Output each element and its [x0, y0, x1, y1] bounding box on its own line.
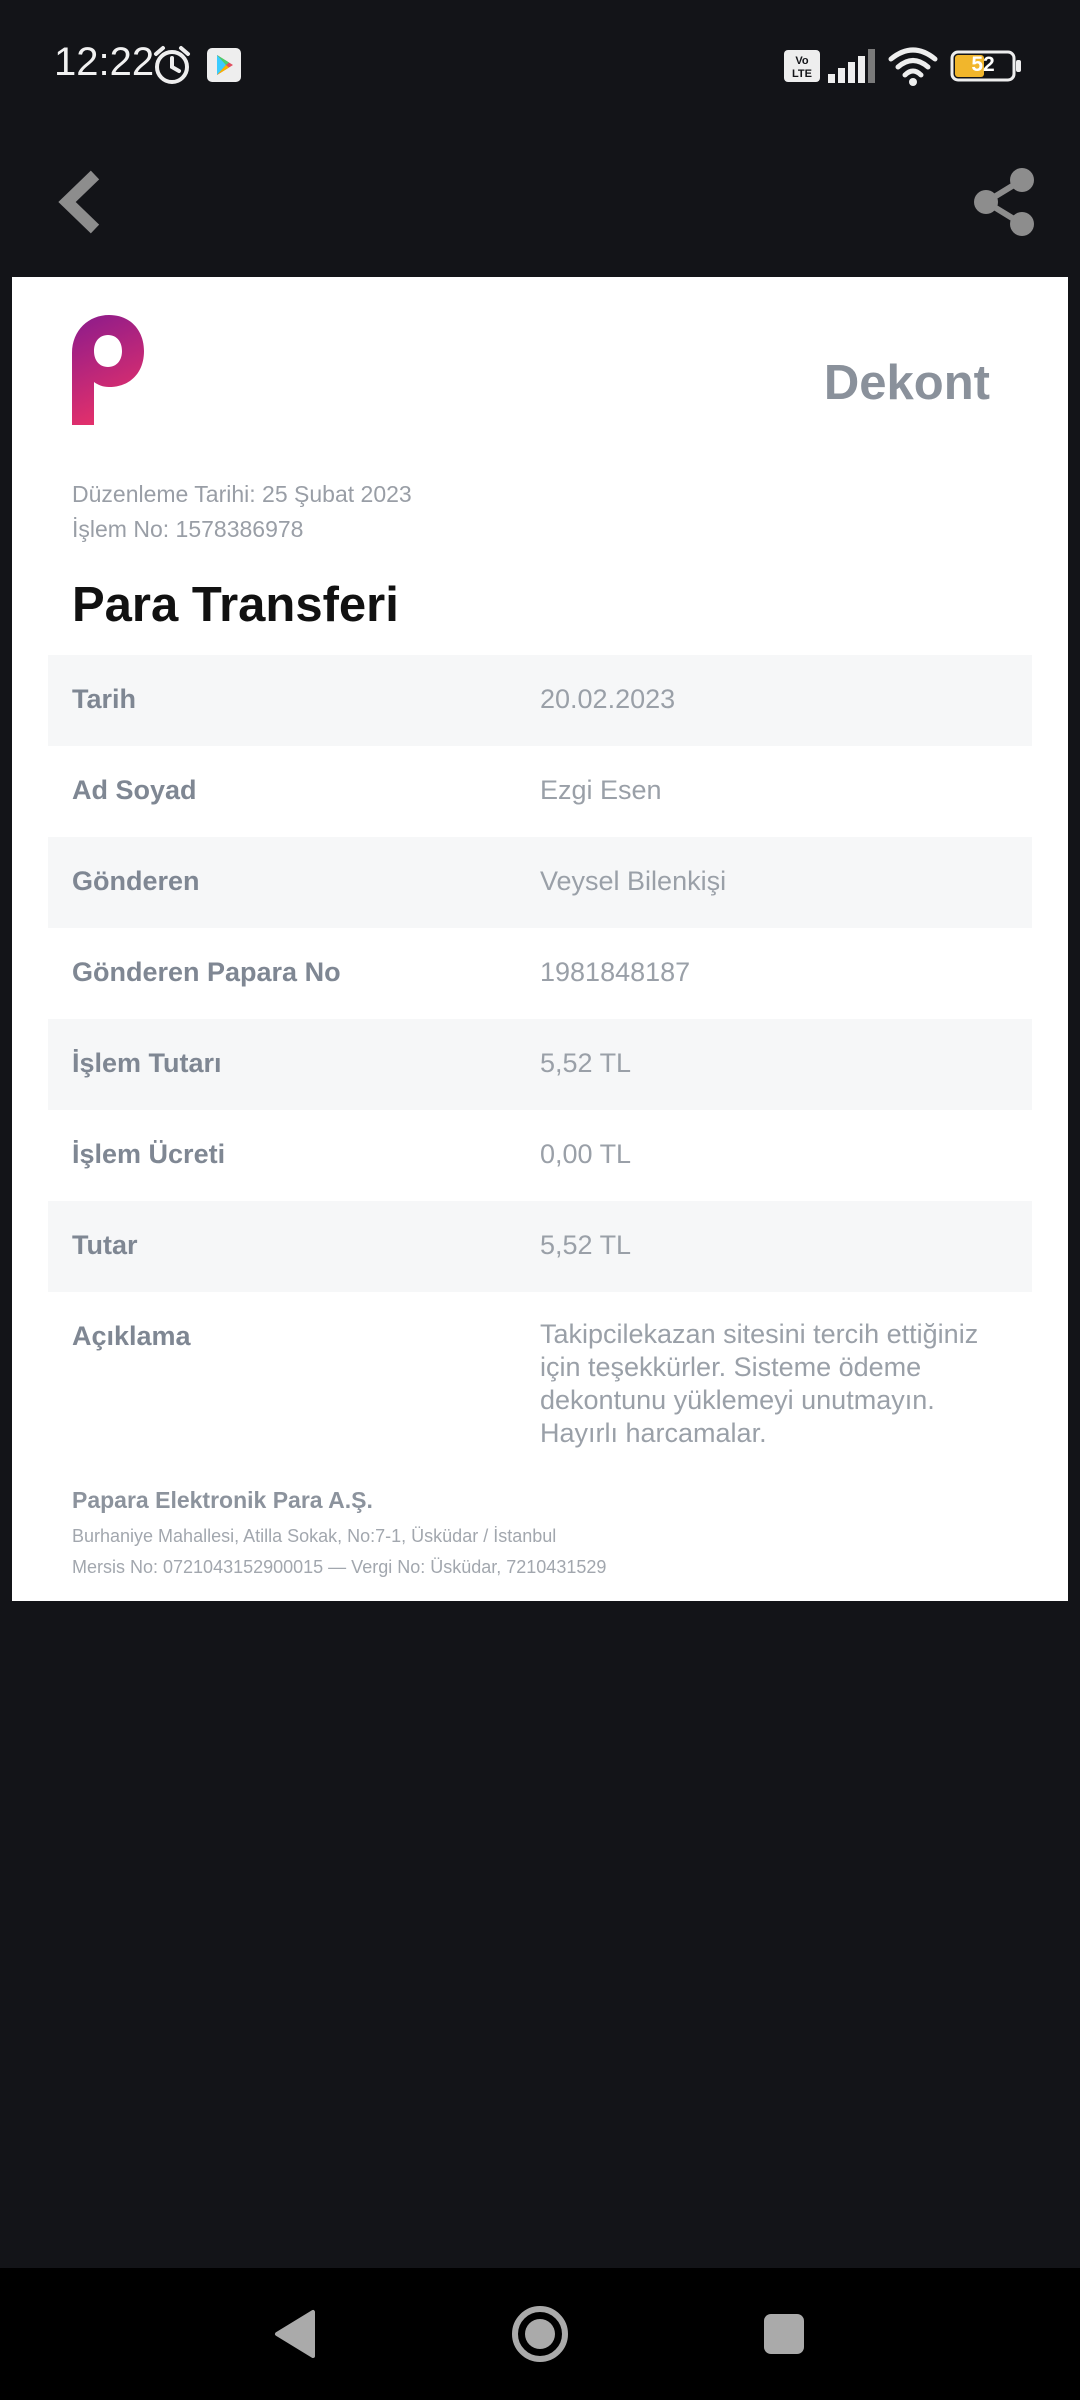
back-button[interactable] [40, 152, 120, 252]
receipt-card [12, 277, 1068, 1601]
company-registry: Mersis No: 0721043152900015 — Vergi No: Üsküdar, 7210431529 [72, 1557, 607, 1577]
row-label: Ad Soyad [72, 775, 197, 805]
company-address: Burhaniye Mahallesi, Atilla Sokak, No:7-1, Üsküdar / İstanbul [72, 1526, 557, 1546]
receipt-title: Dekont [823, 356, 990, 410]
detail-row-date [48, 655, 1032, 746]
row-value: 20.02.2023 [540, 684, 676, 714]
row-label: İşlem Ücreti [72, 1139, 226, 1169]
detail-row-description [48, 1292, 1032, 1468]
receipt-meta [72, 477, 412, 547]
row-value: Takipcilekazan sitesini tercih ettiğiniz için teşekkürler. Sisteme ödeme dekontunu yüklemeyi unutmayın. Hayırlı harcamalar. [540, 1319, 979, 1448]
transaction-number: İşlem No: 1578386978 [72, 516, 304, 542]
battery-icon [950, 50, 1022, 87]
detail-row-total [48, 1201, 1032, 1292]
row-label: Açıklama [72, 1321, 191, 1351]
share-icon [972, 167, 1038, 237]
play-store-icon [207, 48, 241, 87]
detail-row-name [48, 746, 1032, 837]
row-value: 5,52 TL [540, 1048, 632, 1078]
battery-level: 52 [971, 53, 995, 76]
home-circle-icon [510, 2304, 570, 2364]
row-value: 1981848187 [540, 957, 691, 987]
row-label: Tarih [72, 684, 137, 714]
detail-row-sender [48, 837, 1032, 928]
detail-row-sender-no [48, 928, 1032, 1019]
volte-icon [784, 50, 820, 87]
svg-text:LTE: LTE [792, 68, 812, 80]
row-label: Tutar [72, 1230, 138, 1260]
signal-icon [828, 48, 878, 89]
company-name: Papara Elektronik Para A.Ş. [72, 1487, 373, 1513]
status-time: 12:22 [54, 40, 155, 84]
row-value: Ezgi Esen [540, 775, 662, 805]
back-triangle-icon [273, 2309, 317, 2359]
recents-square-icon [762, 2312, 806, 2356]
row-label: İşlem Tutarı [72, 1048, 222, 1078]
row-label: Gönderen [72, 866, 200, 896]
nav-back-button[interactable] [255, 2294, 335, 2374]
transaction-type: Para Transferi [72, 578, 399, 632]
nav-recents-button[interactable] [744, 2294, 824, 2374]
issue-date: Düzenleme Tarihi: 25 Şubat 2023 [72, 481, 412, 507]
alarm-icon [152, 44, 192, 91]
row-value: 0,00 TL [540, 1139, 632, 1169]
detail-row-amount [48, 1019, 1032, 1110]
status-bar [0, 0, 1080, 130]
row-value: Veysel Bilenkişi [540, 866, 727, 896]
receipt-footer [72, 1487, 606, 1583]
row-label: Gönderen Papara No [72, 957, 341, 987]
nav-home-button[interactable] [500, 2294, 580, 2374]
share-button[interactable] [960, 152, 1050, 252]
system-nav-bar [0, 2268, 1080, 2400]
wifi-icon [888, 46, 938, 91]
chevron-left-icon [57, 169, 103, 235]
toolbar [0, 130, 1080, 280]
details-table [48, 655, 1032, 1468]
papara-logo [72, 313, 152, 427]
detail-row-fee [48, 1110, 1032, 1201]
row-value: 5,52 TL [540, 1230, 632, 1260]
svg-text:Vo: Vo [795, 55, 809, 67]
